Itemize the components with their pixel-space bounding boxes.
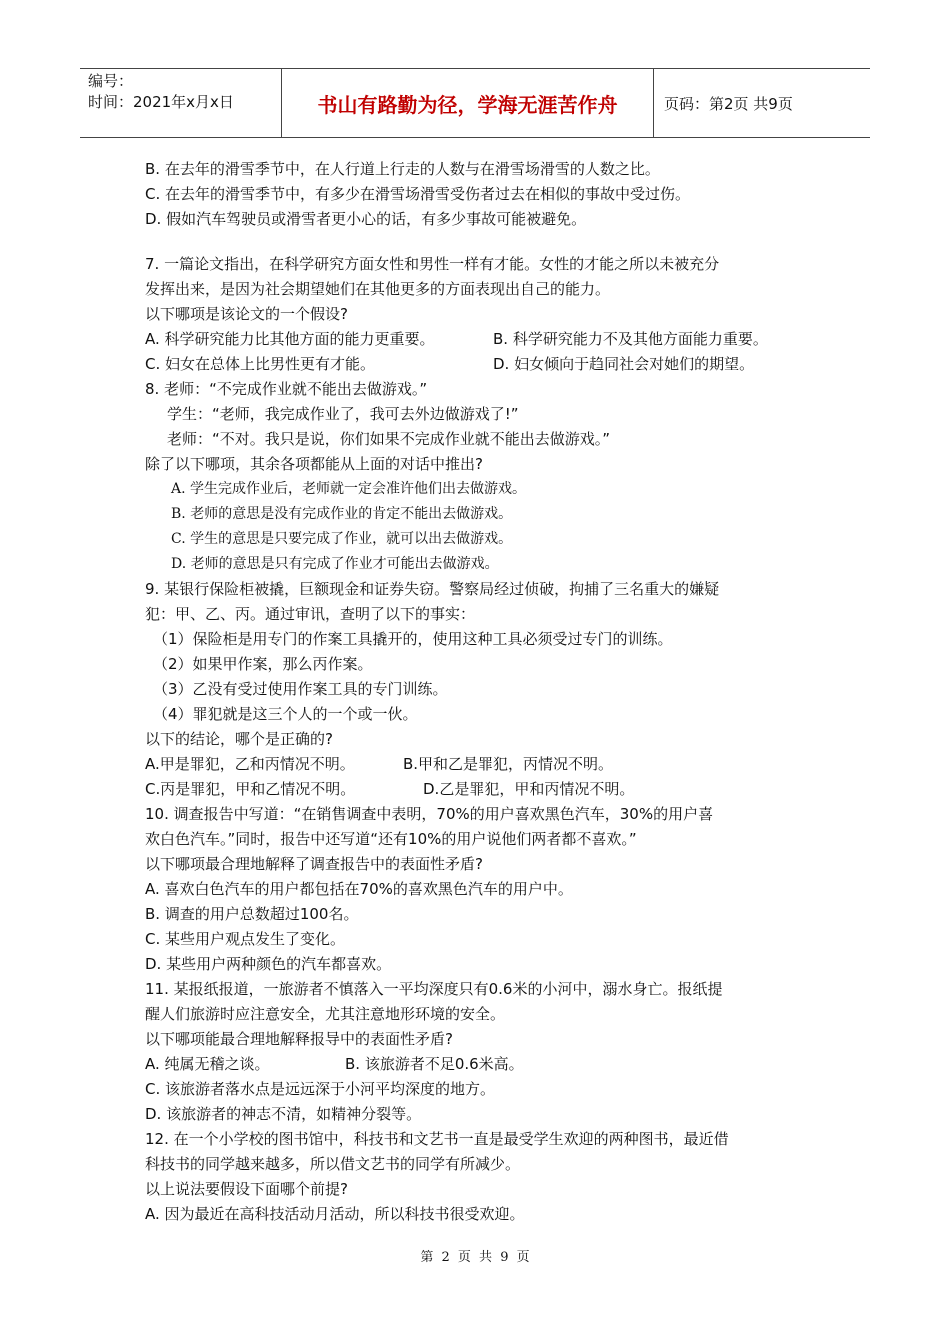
page-footer: 第 2 页 共 9 页	[420, 1250, 530, 1265]
option-b: B. 该旅游者不足0.6米高。	[345, 1055, 524, 1073]
options-row	[145, 777, 825, 802]
question-11: 11. 某报纸报道，一旅游者不慎落入一平均深度只有0.6米的小河中，溺水身亡。报纸提	[145, 980, 723, 998]
options-row	[145, 752, 825, 777]
header-motto: 书山有路勤为径，学海无涯苦作舟	[282, 69, 654, 137]
question-12: 12. 在一个小学校的图书馆中，科技书和文艺书一直是最受学生欢迎的两种图书，最近借	[145, 1130, 729, 1148]
option-d: D. 该旅游者的神志不清，如精神分裂等。	[145, 1105, 422, 1123]
question-10: 10. 调查报告中写道：“在销售调查中表明，70%的用户喜欢黑色汽车，30%的用户喜	[145, 805, 714, 823]
document-body	[145, 157, 825, 1227]
text-line: 以下哪项是该论文的一个假设?	[145, 305, 348, 323]
option-b: B. 老师的意思是没有完成作业的肯定不能出去做游戏。	[171, 506, 513, 522]
option-d: D. 妇女倾向于趋同社会对她们的期望。	[493, 355, 755, 373]
text-line: D. 假如汽车驾驶员或滑雪者更小心的话，有多少事故可能被避免。	[145, 210, 587, 228]
option-c: C. 某些用户观点发生了变化。	[145, 930, 346, 948]
text-line: 以上说法要假设下面哪个前提?	[145, 1180, 348, 1198]
option-c: C. 学生的意思是只要完成了作业，就可以出去做游戏。	[171, 531, 513, 547]
option-a: A. 科学研究能力比其他方面的能力更重要。	[145, 330, 435, 348]
fact-item: （3）乙没有受过使用作案工具的专门训练。	[153, 680, 448, 698]
option-d: D.乙是罪犯，甲和丙情况不明。	[423, 780, 635, 798]
option-a: A. 喜欢白色汽车的用户都包括在70%的喜欢黑色汽车的用户中。	[145, 880, 573, 898]
text-line: 醒人们旅游时应注意安全，尤其注意地形环境的安全。	[145, 1005, 506, 1023]
fact-item: （2）如果甲作案，那么丙作案。	[153, 655, 373, 673]
option-a: A.甲是罪犯，乙和丙情况不明。	[145, 755, 355, 773]
text-line: 欢白色汽车。”同时，报告中还写道“还有10%的用户说他们两者都不喜欢。”	[145, 830, 637, 848]
option-a: A. 因为最近在高科技活动月活动，所以科技书很受欢迎。	[145, 1205, 525, 1223]
text-line: 以下哪项能最合理地解释报导中的表面性矛盾?	[145, 1030, 453, 1048]
option-b: B. 调查的用户总数超过100名。	[145, 905, 359, 923]
text-line: 发挥出来，是因为社会期望她们在其他更多的方面表现出自己的能力。	[145, 280, 611, 298]
options-row	[145, 352, 825, 377]
options-row	[145, 327, 825, 352]
text-line: 以下的结论，哪个是正确的?	[145, 730, 333, 748]
option-a: A. 学生完成作业后，老师就一定会准许他们出去做游戏。	[171, 481, 527, 497]
fact-item: （1）保险柜是用专门的作案工具撬开的，使用这种工具必须受过专门的训练。	[153, 630, 673, 648]
text-line: 犯：甲、乙、丙。通过审讯，查明了以下的事实：	[145, 605, 476, 623]
options-row	[145, 1052, 825, 1077]
option-b: B. 科学研究能力不及其他方面能力重要。	[493, 330, 768, 348]
time-label: 时间：2021年x月x日	[88, 93, 234, 111]
fact-item: （4）罪犯就是这三个人的一个或一伙。	[153, 705, 418, 723]
dialogue-line: 学生：“老师，我完成作业了，我可去外边做游戏了!”	[167, 405, 519, 423]
dialogue-line: 老师：“不对。我只是说，你们如果不完成作业就不能出去做游戏。”	[167, 430, 611, 448]
option-c: C. 妇女在总体上比男性更有才能。	[145, 355, 376, 373]
text-line: 除了以下哪项，其余各项都能从上面的对话中推出?	[145, 455, 483, 473]
text-line: C. 在去年的滑雪季节中，有多少在滑雪场滑雪受伤者过去在相似的事故中受过伤。	[145, 185, 691, 203]
option-a: A. 纯属无稽之谈。	[145, 1055, 270, 1073]
page-header	[80, 68, 870, 138]
text-line: B. 在去年的滑雪季节中，在人行道上行走的人数与在滑雪场滑雪的人数之比。	[145, 160, 660, 178]
question-8: 8. 老师：“不完成作业就不能出去做游戏。”	[145, 380, 428, 398]
question-7: 7. 一篇论文指出，在科学研究方面女性和男性一样有才能。女性的才能之所以未被充分	[145, 255, 720, 273]
option-d: D. 某些用户两种颜色的汽车都喜欢。	[145, 955, 392, 973]
option-c: C.丙是罪犯，甲和乙情况不明。	[145, 780, 356, 798]
text-line: 以下哪项最合理地解释了调查报告中的表面性矛盾?	[145, 855, 483, 873]
option-c: C. 该旅游者落水点是远远深于小河平均深度的地方。	[145, 1080, 496, 1098]
text-line: 科技书的同学越来越多，所以借文艺书的同学有所减少。	[145, 1155, 521, 1173]
option-b: B.甲和乙是罪犯，丙情况不明。	[403, 755, 614, 773]
header-page-label: 页码：第2页 共9页	[664, 94, 793, 113]
header-meta	[80, 69, 282, 137]
question-9: 9. 某银行保险柜被撬，巨额现金和证券失窃。警察局经过侦破，拘捕了三名重大的嫌疑	[145, 580, 720, 598]
option-d: D. 老师的意思是只有完成了作业才可能出去做游戏。	[171, 556, 499, 572]
number-label: 编号：	[88, 72, 134, 90]
